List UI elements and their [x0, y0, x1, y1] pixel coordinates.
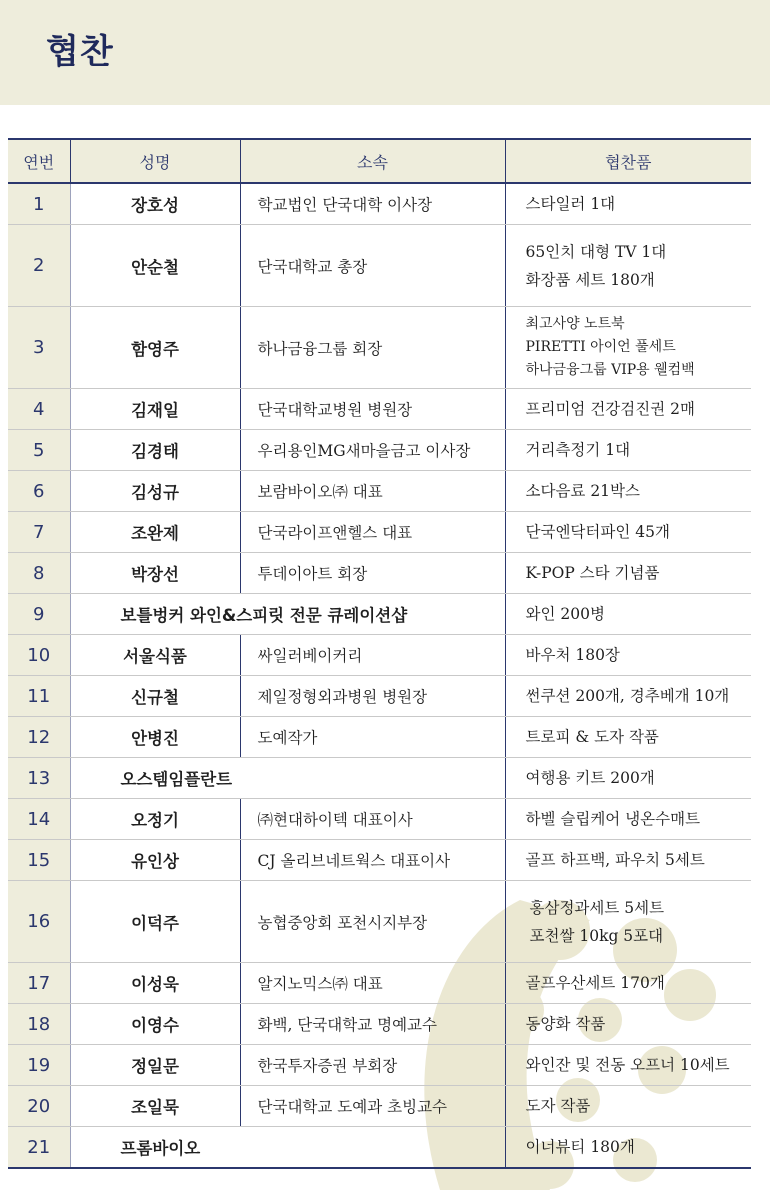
row-number: 6 — [8, 471, 70, 512]
sponsored-item — [505, 881, 751, 963]
table-row — [8, 1086, 751, 1127]
table-row — [8, 594, 751, 635]
sponsored-item: 이너뷰티 180개 — [505, 1127, 751, 1169]
page-header — [0, 0, 770, 105]
sponsor-affiliation: 단국라이프앤헬스 대표 — [240, 512, 505, 553]
row-number: 10 — [8, 635, 70, 676]
table-row — [8, 676, 751, 717]
row-number: 14 — [8, 799, 70, 840]
sponsor-affiliation: 단국대학교병원 병원장 — [240, 389, 505, 430]
sponsor-affiliation: 학교법인 단국대학 이사장 — [240, 183, 505, 225]
sponsor-name: 안순철 — [70, 225, 240, 307]
sponsor-name: 안병진 — [70, 717, 240, 758]
row-number: 21 — [8, 1127, 70, 1169]
sponsored-item: 여행용 키트 200개 — [505, 758, 751, 799]
sponsor-name: 함영주 — [70, 307, 240, 389]
sponsor-name: 보틀벙커 와인&스피릿 전문 큐레이션샵 — [70, 594, 505, 635]
sponsored-item: 동양화 작품 — [505, 1004, 751, 1045]
table-row — [8, 430, 751, 471]
sponsor-affiliation: 제일정형외과병원 병원장 — [240, 676, 505, 717]
sponsor-name: 오정기 — [70, 799, 240, 840]
sponsor-name: 유인상 — [70, 840, 240, 881]
table-row — [8, 1127, 751, 1169]
table-row — [8, 1045, 751, 1086]
sponsor-affiliation: 투데이아트 회장 — [240, 553, 505, 594]
row-number: 17 — [8, 963, 70, 1004]
sponsored-item: 하벨 슬립케어 냉온수매트 — [505, 799, 751, 840]
sponsored-item: 단국엔닥터파인 45개 — [505, 512, 751, 553]
row-number: 5 — [8, 430, 70, 471]
row-number: 7 — [8, 512, 70, 553]
row-number: 2 — [8, 225, 70, 307]
table-row — [8, 1004, 751, 1045]
row-number: 19 — [8, 1045, 70, 1086]
sponsor-affiliation: 도예작가 — [240, 717, 505, 758]
sponsored-item: 거리측정기 1대 — [505, 430, 751, 471]
row-number: 13 — [8, 758, 70, 799]
sponsored-item: 프리미엄 건강검진권 2매 — [505, 389, 751, 430]
table-row — [8, 799, 751, 840]
sponsor-affiliation: CJ 올리브네트웍스 대표이사 — [240, 840, 505, 881]
sponsor-name: 서울식품 — [70, 635, 240, 676]
sponsor-name: 정일문 — [70, 1045, 240, 1086]
sponsor-affiliation: 단국대학교 도예과 초빙교수 — [240, 1086, 505, 1127]
sponsor-affiliation: 한국투자증권 부회장 — [240, 1045, 505, 1086]
table-row — [8, 840, 751, 881]
sponsored-item — [505, 225, 751, 307]
sponsor-name: 프롬바이오 — [70, 1127, 505, 1169]
sponsor-name: 오스템임플란트 — [70, 758, 505, 799]
sponsor-name: 이성욱 — [70, 963, 240, 1004]
sponsored-item-line: 화장품 세트 180개 — [525, 270, 655, 289]
row-number: 9 — [8, 594, 70, 635]
table-row — [8, 553, 751, 594]
row-number: 4 — [8, 389, 70, 430]
row-number: 11 — [8, 676, 70, 717]
sponsor-name: 김경태 — [70, 430, 240, 471]
sponsor-affiliation: 화백, 단국대학교 명예교수 — [240, 1004, 505, 1045]
row-number: 8 — [8, 553, 70, 594]
sponsor-name: 신규철 — [70, 676, 240, 717]
sponsor-name: 이덕주 — [70, 881, 240, 963]
sponsor-name: 조일묵 — [70, 1086, 240, 1127]
table-row — [8, 963, 751, 1004]
row-number: 20 — [8, 1086, 70, 1127]
table-row — [8, 758, 751, 799]
column-header-affiliation: 소속 — [240, 139, 505, 183]
sponsored-item: 바우처 180장 — [505, 635, 751, 676]
page-title: 협찬 — [46, 32, 114, 72]
row-number: 3 — [8, 307, 70, 389]
row-number: 1 — [8, 183, 70, 225]
sponsor-affiliation: 우리용인MG새마을금고 이사장 — [240, 430, 505, 471]
table-row — [8, 389, 751, 430]
sponsor-affiliation: 알지노믹스㈜ 대표 — [240, 963, 505, 1004]
sponsored-item: 골프 하프백, 파우치 5세트 — [505, 840, 751, 881]
table-row — [8, 471, 751, 512]
row-number: 12 — [8, 717, 70, 758]
table-header-row — [8, 139, 751, 183]
sponsor-affiliation: 하나금융그룹 회장 — [240, 307, 505, 389]
column-header-name: 성명 — [70, 139, 240, 183]
table-row — [8, 635, 751, 676]
sponsor-affiliation: 보람바이오㈜ 대표 — [240, 471, 505, 512]
table-row — [8, 512, 751, 553]
sponsored-item-line: PIRETTI 아이언 풀세트 — [525, 339, 676, 355]
sponsored-item-line: 포천쌀 10kg 5포대 — [529, 926, 664, 945]
column-header-sponsored-item: 협찬품 — [505, 139, 751, 183]
sponsored-item: 골프우산세트 170개 — [505, 963, 751, 1004]
sponsor-name: 박장선 — [70, 553, 240, 594]
sponsored-item: 썬쿠션 200개, 경추베개 10개 — [505, 676, 751, 717]
sponsored-item: 도자 작품 — [505, 1086, 751, 1127]
row-number: 15 — [8, 840, 70, 881]
table-row — [8, 183, 751, 225]
sponsor-name: 조완제 — [70, 512, 240, 553]
row-number: 16 — [8, 881, 70, 963]
column-header-number: 연번 — [8, 139, 70, 183]
sponsored-item-line: 홍삼정과세트 5세트 — [529, 898, 665, 917]
sponsor-affiliation: ㈜현대하이텍 대표이사 — [240, 799, 505, 840]
sponsored-item-line: 하나금융그룹 VIP용 웰컴백 — [525, 362, 695, 378]
sponsored-item: 스타일러 1대 — [505, 183, 751, 225]
sponsor-affiliation: 농협중앙회 포천시지부장 — [240, 881, 505, 963]
table-row — [8, 881, 751, 963]
sponsor-name: 김성규 — [70, 471, 240, 512]
sponsored-item: 소다음료 21박스 — [505, 471, 751, 512]
sponsored-item: 와인 200병 — [505, 594, 751, 635]
row-number: 18 — [8, 1004, 70, 1045]
sponsored-item-line: 최고사양 노트북 — [525, 316, 625, 332]
table-row — [8, 307, 751, 389]
sponsor-table — [8, 138, 751, 1169]
sponsored-item — [505, 307, 751, 389]
sponsored-item: 와인잔 및 전동 오프너 10세트 — [505, 1045, 751, 1086]
sponsor-affiliation: 싸일러베이커리 — [240, 635, 505, 676]
sponsored-item: K-POP 스타 기념품 — [505, 553, 751, 594]
sponsor-name: 이영수 — [70, 1004, 240, 1045]
sponsored-item-line: 65인치 대형 TV 1대 — [525, 242, 667, 261]
table-row — [8, 225, 751, 307]
sponsored-item: 트로피 & 도자 작품 — [505, 717, 751, 758]
sponsor-affiliation: 단국대학교 총장 — [240, 225, 505, 307]
sponsor-name: 김재일 — [70, 389, 240, 430]
table-row — [8, 717, 751, 758]
sponsor-name: 장호성 — [70, 183, 240, 225]
